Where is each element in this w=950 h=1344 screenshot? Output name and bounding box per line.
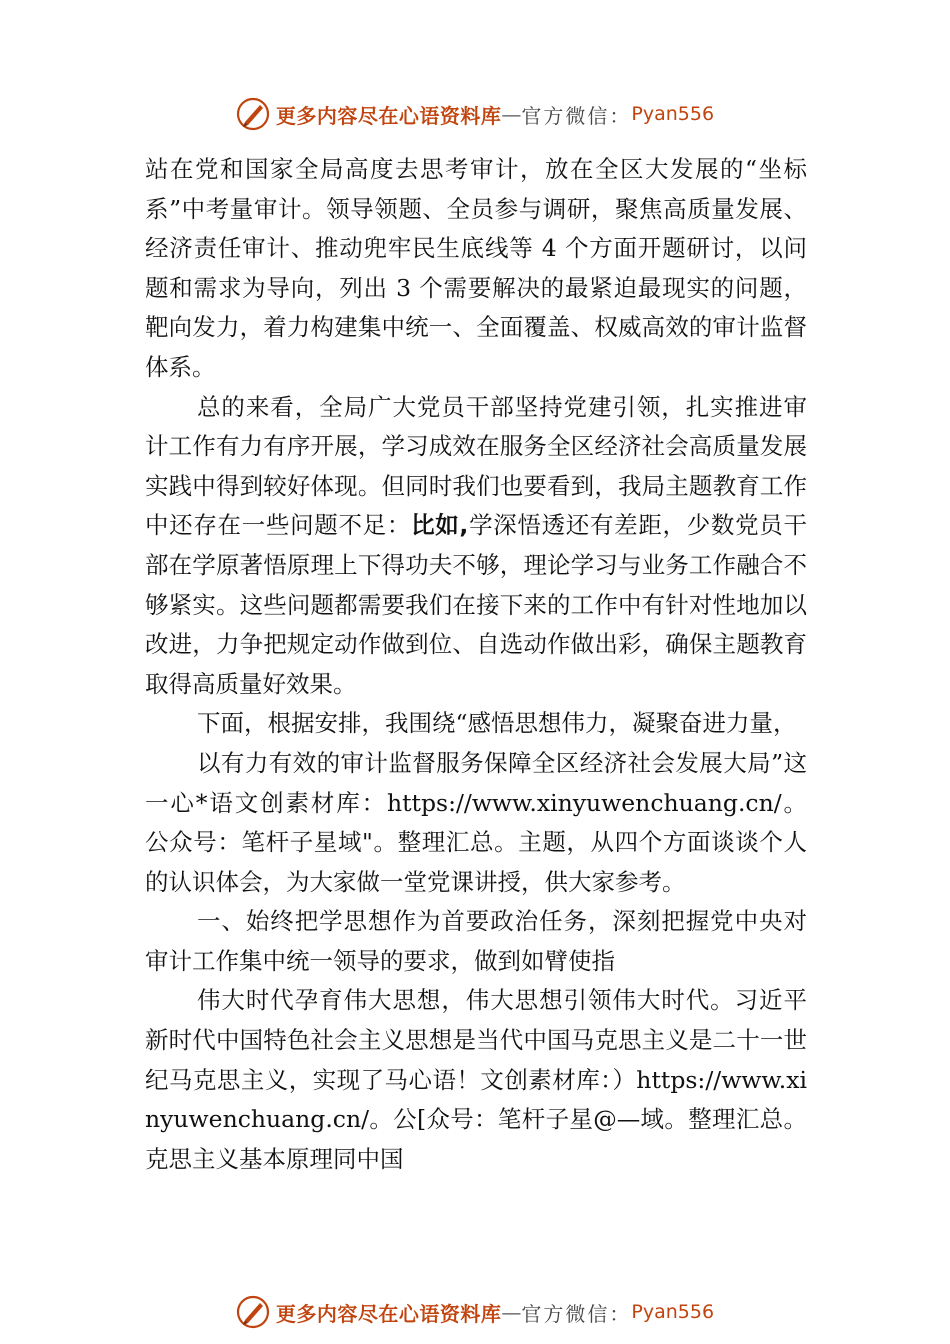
watermark-dash: — [501,102,522,126]
watermark-wechat-id: Pyan556 [631,1301,715,1323]
paragraph-2-start: 总的来看，全局广大党员干部坚持党建引领，扎实推进审计工作有力有序开展，学习成效在服务全区经济社会高质量发展实践中得到较好体现。但同时我们也要看到，我局主 [145,392,807,500]
watermark-wechat-label: 官方微信： [521,1301,632,1326]
paragraph-2-end: 学深悟透还有差距，少数党员干部在学原著悟原理上下得功夫不够，理论学习与业务工作融合不够紧实。这些问题都需要我们在接下来的工作中有针对性地加以改进，力争把规定动作做到位、自选动作做出彩，确保主题教育取得高质量好效果。 [145,511,807,698]
watermark-main-text: 更多内容尽在心语资料库 [275,1301,502,1326]
paragraph-2-mid: 题教育工作中还存在一些问题不足： [145,471,808,540]
paragraph-6: 伟大时代孕育伟大思想，伟大思想引领伟大时代。习近平新时代中国特色社会主义思想是当代中国马克思主义是二十一世纪马克思主义，实现了马心语！文创素材库：）https://www.xinyuwenchuang.cn/。公[众号：笔杆子星@—域。整理汇总。克思主义基本原理同中国 [145,986,807,1173]
paragraph-5: 一、始终把学思想作为首要政治任务，深刻把握党中央对审计工作集中统一领导的要求，做到如臂使指 [145,907,807,975]
header-watermark [0,92,950,136]
watermark-wechat-label: 官方微信： [521,103,632,128]
pen-logo-icon [236,97,270,131]
paragraph-4: 以有力有效的审计监督服务保障全区经济社会发展大局”这一心*语文创素材库：https://www.xinyuwenchuang.cn/。公众号：笔杆子星域"。整理汇总。主题，从四个方面谈谈个人的认识体会，为大家做一堂党课讲授，供大家参考。 [145,748,807,896]
paragraph-1: 站在党和国家全局高度去思考审计，放在全区大发展的“坐标系”中考量审计。领导领题、全员参与调研，聚焦高质量发展、经济责任审计、推动兜牢民生底线等 4 个方面开题研讨，以问题和需求为导向，列出 3 个需要解决的最紧迫最现实的问题，靶向发力，着力构建集中统一、全面覆盖、权威高效的审计监督体系。 [145,155,807,381]
paragraph-2 [145,388,807,705]
footer-watermark [0,1290,950,1334]
watermark-main-text: 更多内容尽在心语资料库 [275,103,502,128]
paragraph-3: 下面，根据安排，我围绕“感悟思想伟力，凝聚奋进力量， [197,709,797,738]
document-body [145,150,807,1179]
watermark-wechat-id: Pyan556 [631,103,715,125]
paragraph-2-bold: 比如, [411,511,469,540]
watermark-dash: — [501,1300,522,1324]
pen-logo-icon [236,1295,270,1329]
